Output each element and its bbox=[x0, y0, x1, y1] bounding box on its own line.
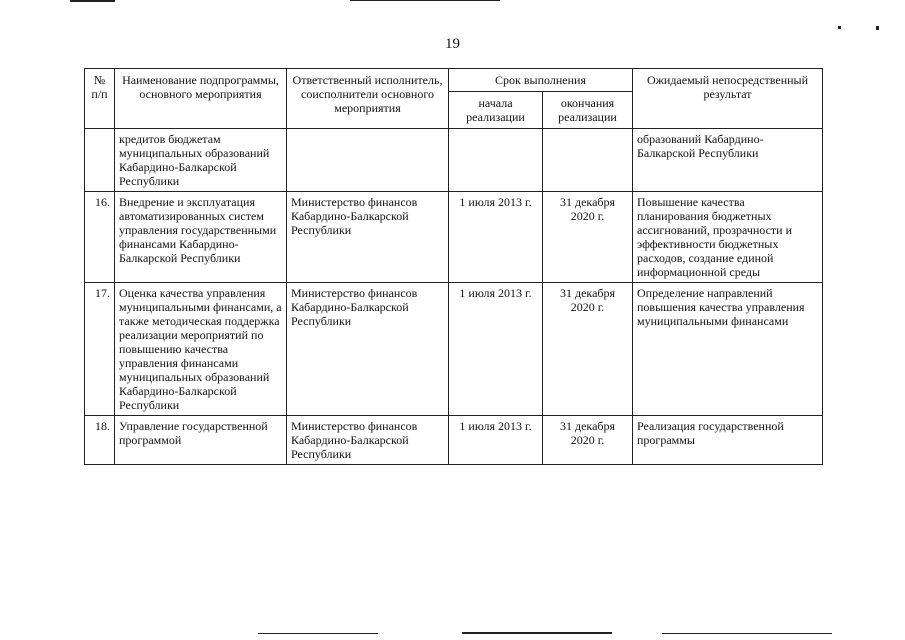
cell-start: 1 июля 2013 г. bbox=[449, 416, 543, 465]
scan-mark-bottom-1 bbox=[258, 633, 378, 634]
header-result: Ожидаемый непосредственный результат bbox=[633, 69, 823, 129]
cell-num: 17. bbox=[85, 283, 115, 416]
table-row bbox=[85, 283, 823, 416]
cell-num bbox=[85, 129, 115, 192]
scan-mark-top-left bbox=[70, 0, 115, 2]
header-row bbox=[85, 69, 823, 92]
cell-name: Управление государственной программой bbox=[115, 416, 287, 465]
cell-executor: Министерство финансов Кабардино-Балкарской Республики bbox=[287, 416, 449, 465]
header-num: № п/п bbox=[85, 69, 115, 129]
page-number: 19 bbox=[445, 36, 460, 52]
scan-mark-bottom-3 bbox=[662, 633, 832, 634]
cell-num: 16. bbox=[85, 192, 115, 283]
header-name: Наименование подпрограммы, основного мероприятия bbox=[115, 69, 287, 129]
cell-result: Определение направлений повышения качества управления муниципальными финансами bbox=[633, 283, 823, 416]
scan-mark-bottom-2 bbox=[462, 632, 612, 634]
cell-start bbox=[449, 129, 543, 192]
cell-end: 31 декабря 2020 г. bbox=[543, 192, 633, 283]
cell-name: Внедрение и эксплуатация автоматизированных систем управления государственными финансами Кабардино-Балкарской Республики bbox=[115, 192, 287, 283]
cell-start: 1 июля 2013 г. bbox=[449, 192, 543, 283]
header-executor: Ответственный исполнитель, соисполнители основного мероприятия bbox=[287, 69, 449, 129]
table-row-continuation bbox=[85, 129, 823, 192]
scan-mark-top-mid bbox=[350, 0, 500, 1]
cell-name: кредитов бюджетам муниципальных образований Кабардино-Балкарской Республики bbox=[115, 129, 287, 192]
cell-executor bbox=[287, 129, 449, 192]
cell-end: 31 декабря 2020 г. bbox=[543, 416, 633, 465]
cell-start: 1 июля 2013 г. bbox=[449, 283, 543, 416]
cell-num: 18. bbox=[85, 416, 115, 465]
table-row bbox=[85, 416, 823, 465]
program-table bbox=[84, 68, 823, 465]
header-end: окончания реализации bbox=[543, 92, 633, 129]
scan-dot-right-2 bbox=[876, 26, 879, 30]
cell-end: 31 декабря 2020 г. bbox=[543, 283, 633, 416]
table-row bbox=[85, 192, 823, 283]
cell-executor: Министерство финансов Кабардино-Балкарской Республики bbox=[287, 283, 449, 416]
cell-result: образований Кабардино-Балкарской Республики bbox=[633, 129, 823, 192]
cell-name: Оценка качества управления муниципальными финансами, а также методическая поддержка реализации мероприятий по повышению качества управления финансами муниципальных образований Кабардино-Балкарской Республики bbox=[115, 283, 287, 416]
cell-executor: Министерство финансов Кабардино-Балкарской Республики bbox=[287, 192, 449, 283]
cell-result: Реализация государственной программы bbox=[633, 416, 823, 465]
cell-end bbox=[543, 129, 633, 192]
header-term: Срок выполнения bbox=[449, 69, 633, 92]
scan-dot-right-1 bbox=[838, 26, 841, 29]
cell-result: Повышение качества планирования бюджетных ассигнований, прозрачности и эффективности бюджетных расходов, создание единой информационной среды bbox=[633, 192, 823, 283]
header-start: начала реализации bbox=[449, 92, 543, 129]
